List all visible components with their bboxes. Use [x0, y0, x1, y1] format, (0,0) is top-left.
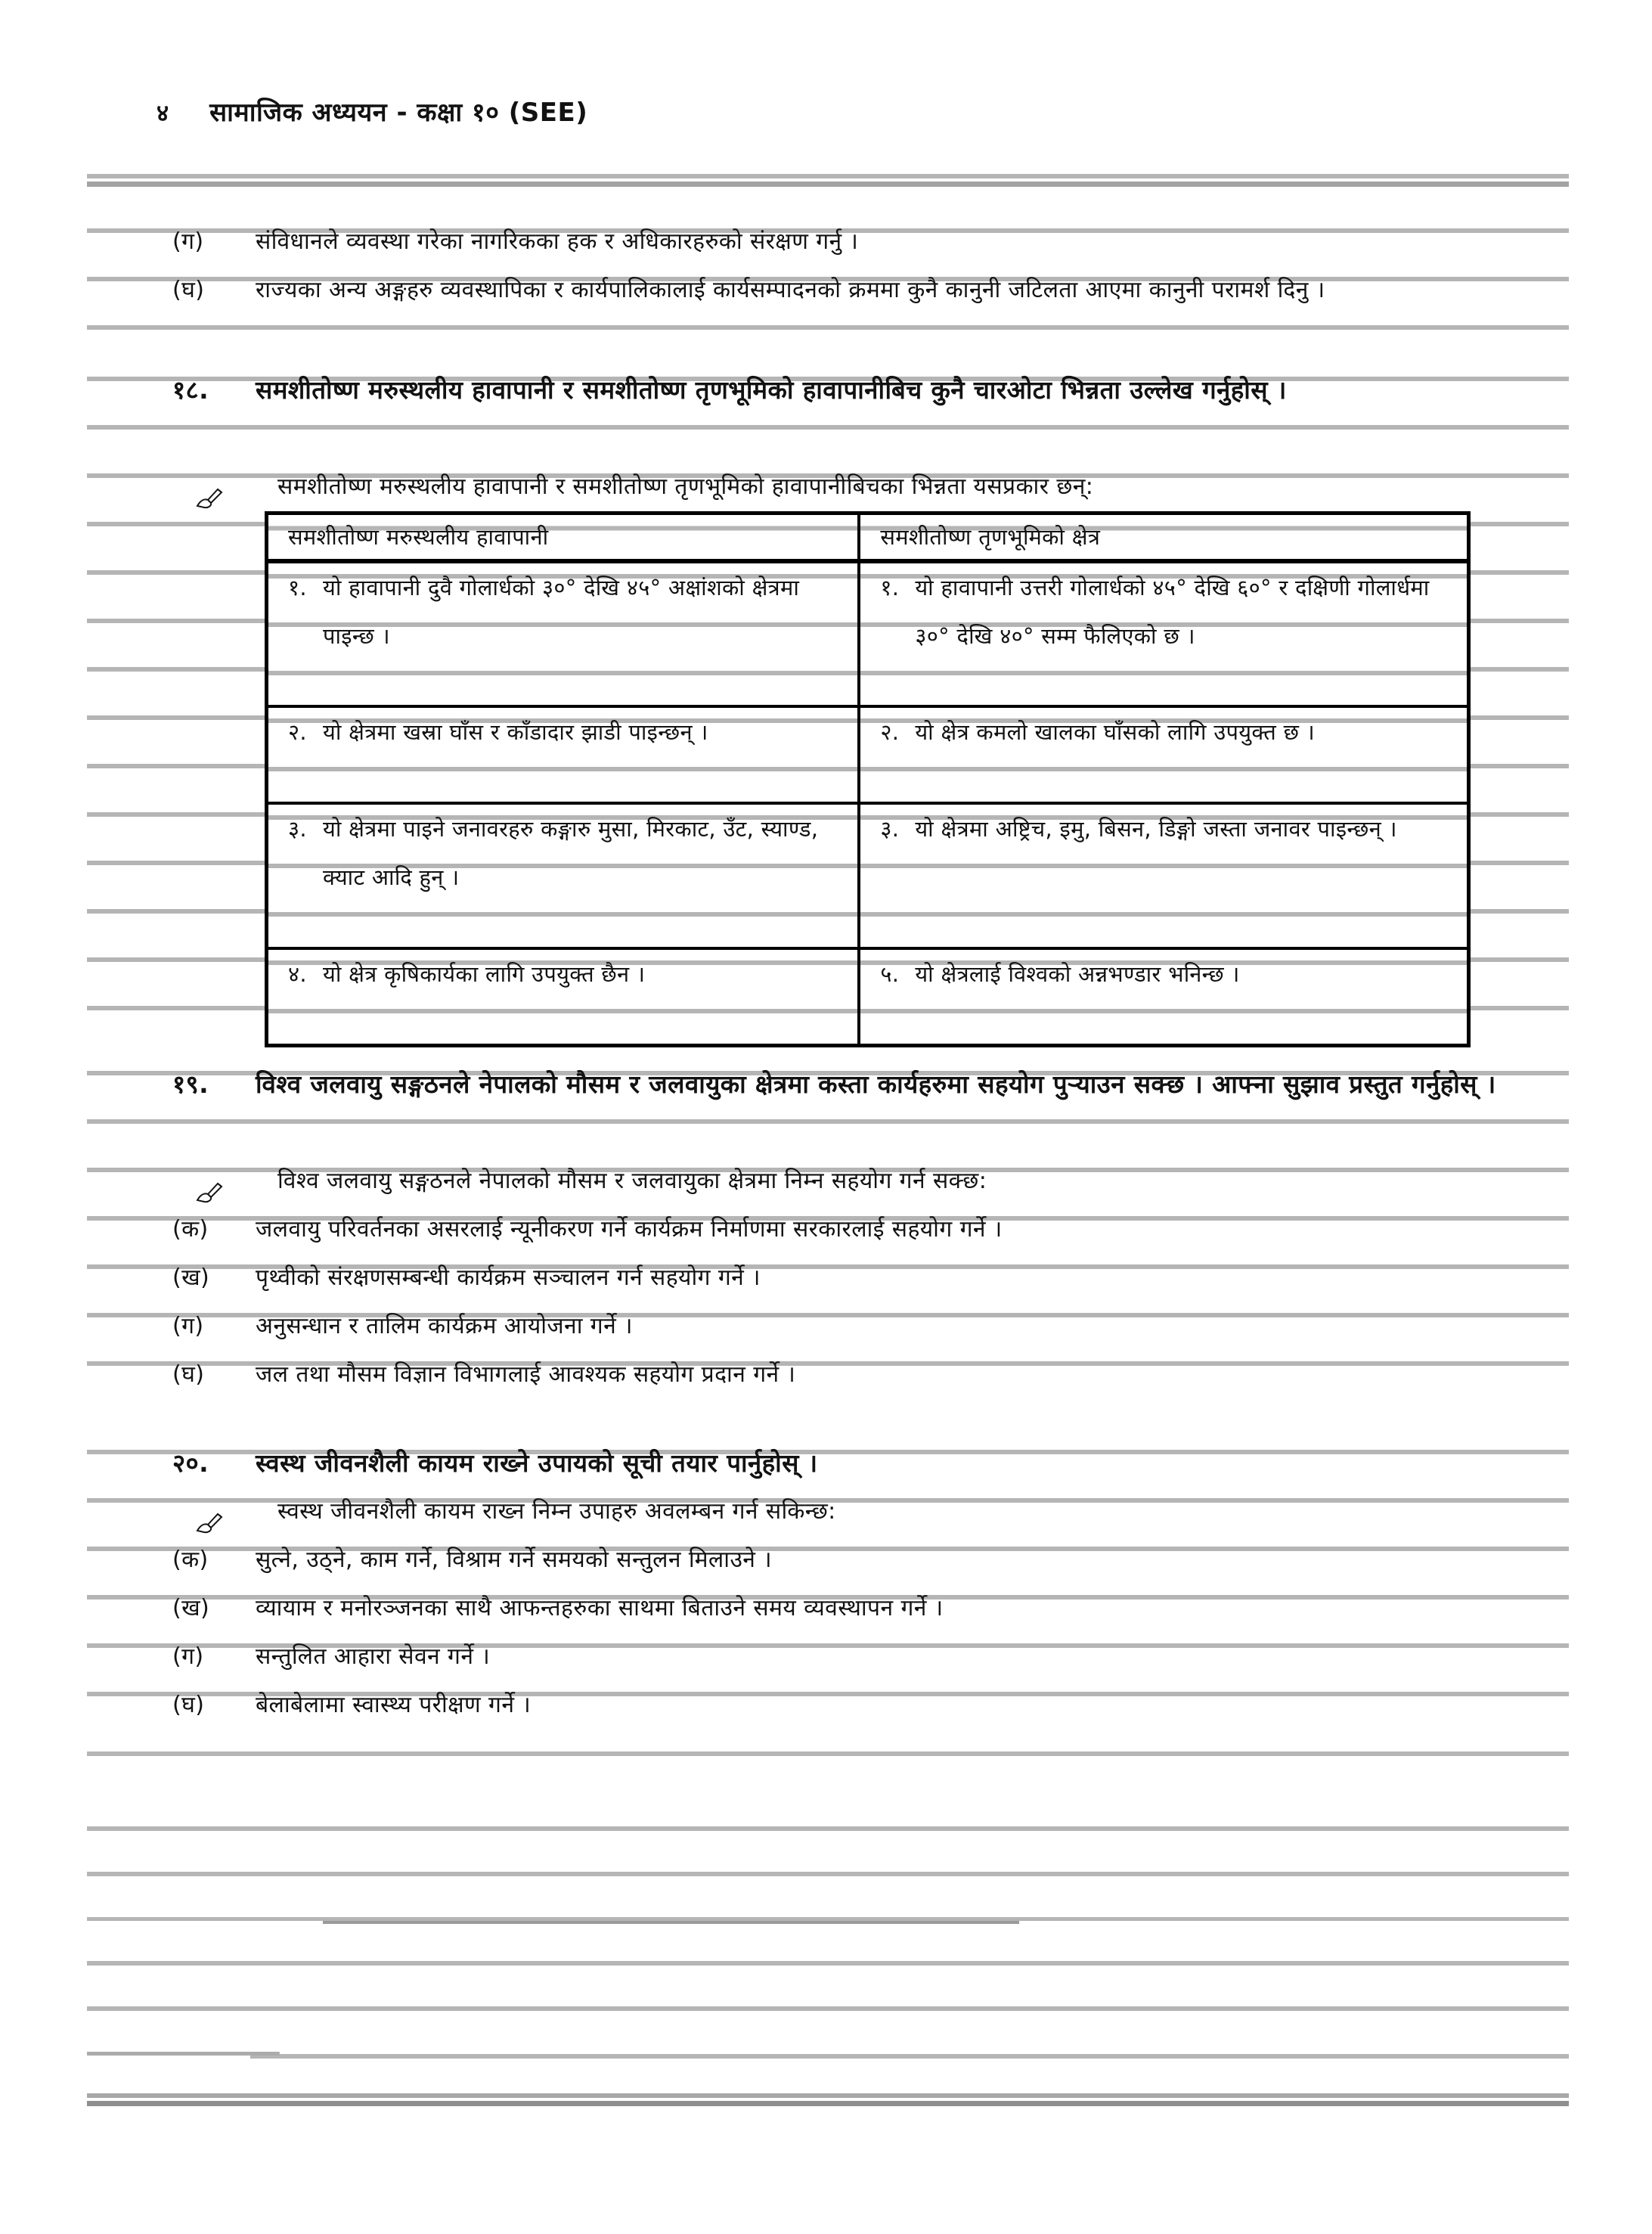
- question-number: २०.: [172, 1447, 209, 1478]
- cell-text: यो क्षेत्रमा पाइने जनावरहरु कङ्गारु मुसा, मिरकाट, उँट, स्याण्ड, क्याट आदि हुन् ।: [323, 816, 819, 890]
- header-separator-line-2: [87, 182, 1569, 187]
- cell-number: ३.: [880, 816, 900, 842]
- cell-number: ४.: [288, 961, 307, 987]
- comparison-table: [265, 511, 1471, 1047]
- cell-number: १.: [288, 575, 307, 600]
- point-text: बेलाबेलामा स्वास्थ्य परीक्षण गर्ने ।: [256, 1691, 532, 1718]
- answer-point: [87, 1633, 1569, 1681]
- point-label: (क): [172, 1546, 209, 1573]
- answer-intro-text: स्वस्थ जीवनशैली कायम राख्न निम्न उपाहरु अवलम्बन गर्न सकिन्छ:: [277, 1497, 836, 1525]
- question-number: १८.: [172, 375, 209, 405]
- page-header: [0, 0, 1652, 127]
- answer-intro-18: [87, 463, 1569, 511]
- point-label: (ख): [172, 1594, 210, 1621]
- question-text: विश्व जलवायु सङ्गठनले नेपालको मौसम र जलवायुका क्षेत्रमा कस्ता कार्यहरुमा सहयोग पुर्‍याउन सक्छ । आफ्ना सुझाव प्रस्तुत गर्नुहोस् ।: [256, 1069, 1496, 1099]
- point-text: व्यायाम र मनोरञ्जनका साथै आफन्तहरुका साथमा बिताउने समय व्यवस्थापन गर्ने ।: [256, 1594, 944, 1621]
- cell-text: यो हावापानी दुवै गोलार्धको ३०° देखि ४५° अक्षांशको क्षेत्रमा पाइन्छ ।: [323, 575, 800, 649]
- answer-point: [87, 1205, 1569, 1254]
- table-row: [267, 948, 1469, 1045]
- cell-number: २.: [288, 719, 307, 745]
- table-header-right: समशीतोष्ण तृणभूमिको क्षेत्र: [880, 524, 1101, 550]
- point-text: सन्तुलित आहारा सेवन गर्ने ।: [256, 1643, 491, 1670]
- table-row: [267, 803, 1469, 948]
- cell-text: यो क्षेत्रलाई विश्वको अन्नभण्डार भनिन्छ ।: [915, 961, 1240, 987]
- ruled-line-bottom: [87, 2101, 1569, 2106]
- answer-intro-text: समशीतोष्ण मरुस्थलीय हावापानी र समशीतोष्ण तृणभूमिको हावापानीबिचका भिन्नता यसप्रकार छन्:: [277, 473, 1094, 500]
- ruled-line-empty: [87, 1917, 1569, 1924]
- point-label: (क): [172, 1215, 209, 1243]
- cell-text: यो क्षेत्र कमलो खालका घाँसको लागि उपयुक्त छ ।: [915, 719, 1316, 745]
- ruled-line-empty: [87, 1752, 1569, 1756]
- list-item: [87, 218, 1569, 266]
- point-text: जलवायु परिवर्तनका असरलाई न्यूनीकरण गर्ने कार्यक्रम निर्माणमा सरकारलाई सहयोग गर्ने ।: [256, 1215, 1003, 1243]
- answer-point: [87, 1584, 1569, 1633]
- table-header-row: [267, 514, 1469, 562]
- item-text: राज्यका अन्य अङ्गहरु व्यवस्थापिका र कार्यपालिकालाई कार्यसम्पादनको क्रममा कुनै कानुनी जटिलता आएमा कानुनी परामर्श दिनु ।: [256, 277, 1325, 303]
- answer-point: [87, 1302, 1569, 1351]
- item-label: (घ): [172, 277, 205, 303]
- point-text: जल तथा मौसम विज्ञान विभागलाई आवश्यक सहयोग प्रदान गर्ने ।: [256, 1361, 796, 1388]
- cell-text: यो क्षेत्रमा अष्ट्रिच, इमु, बिसन, डिङ्गो जस्ता जनावर पाइन्छन् ।: [915, 816, 1397, 842]
- cell-number: ३.: [288, 816, 307, 842]
- answer-point: [87, 1254, 1569, 1302]
- table-row: [267, 561, 1469, 706]
- cell-text: यो क्षेत्रमा खस्रा घाँस र काँडादार झाडी पाइन्छन् ।: [323, 719, 708, 745]
- page-content: [87, 218, 1569, 2106]
- cell-number: १.: [880, 575, 900, 600]
- cell-text: यो क्षेत्र कृषिकार्यका लागि उपयुक्त छैन ।: [323, 961, 646, 987]
- header-separator-line-1: [87, 174, 1569, 178]
- book-title: सामाजिक अध्ययन - कक्षा १० (SEE): [209, 98, 588, 128]
- point-text: पृथ्वीको संरक्षणसम्बन्धी कार्यक्रम सञ्चालन गर्न सहयोग गर्ने ।: [256, 1264, 761, 1291]
- point-text: अनुसन्धान र तालिम कार्यक्रम आयोजना गर्ने ।: [256, 1312, 633, 1339]
- point-text: सुत्ने, उठ्ने, काम गर्ने, विश्राम गर्ने समयको सन्तुलन मिलाउने ।: [256, 1546, 773, 1573]
- question-text: स्वस्थ जीवनशैली कायम राख्ने उपायको सूची तयार पार्नुहोस् ।: [256, 1447, 818, 1478]
- item-label: (ग): [172, 228, 204, 255]
- list-item: [87, 266, 1569, 363]
- question-19: [87, 1060, 1569, 1157]
- point-label: (ख): [172, 1264, 210, 1291]
- answer-point: [87, 1536, 1569, 1584]
- cell-text: यो हावापानी उत्तरी गोलार्धको ४५° देखि ६०° र दक्षिणी गोलार्धमा ३०° देखि ४०° सम्म फैलिएको छ ।: [915, 575, 1430, 649]
- point-label: (घ): [172, 1361, 205, 1388]
- ruled-line-empty: [87, 1872, 1569, 1876]
- ruled-line-empty: [87, 2052, 1569, 2059]
- answer-pen-icon: [194, 1172, 225, 1205]
- ruled-line-empty: [87, 2006, 1569, 2011]
- question-20: [87, 1439, 1569, 1488]
- point-label: (ग): [172, 1643, 204, 1670]
- ruled-line-empty: [87, 1826, 1569, 1831]
- ruled-line-empty: [87, 2093, 1569, 2098]
- answer-intro-text: विश्व जलवायु सङ्गठनले नेपालको मौसम र जलवायुका क्षेत्रमा निम्न सहयोग गर्न सक्छ:: [277, 1167, 987, 1194]
- item-text: संविधानले व्यवस्था गरेका नागरिकका हक र अधिकारहरुको संरक्षण गर्नु ।: [256, 228, 859, 255]
- ruled-line-empty: [87, 1961, 1569, 1966]
- page-number: ४: [157, 100, 169, 127]
- question-18: [87, 366, 1569, 463]
- answer-pen-icon: [194, 478, 225, 511]
- cell-number: ५.: [880, 961, 900, 987]
- question-text: समशीतोष्ण मरुस्थलीय हावापानी र समशीतोष्ण तृणभूमिको हावापानीबिच कुनै चारओटा भिन्नता उल्लेख गर्नुहोस् ।: [256, 375, 1287, 405]
- table-band: [87, 511, 1569, 1047]
- answer-point: [87, 1351, 1569, 1399]
- question-number: १९.: [172, 1069, 209, 1099]
- answer-point: [87, 1681, 1569, 1730]
- point-label: (ग): [172, 1312, 204, 1339]
- answer-intro-20: [87, 1488, 1569, 1536]
- table-row: [267, 706, 1469, 803]
- table-header-left: समशीतोष्ण मरुस्थलीय हावापानी: [288, 524, 549, 550]
- answer-intro-19: [87, 1157, 1569, 1205]
- answer-pen-icon: [194, 1503, 225, 1536]
- cell-number: २.: [880, 719, 900, 745]
- point-label: (घ): [172, 1691, 205, 1718]
